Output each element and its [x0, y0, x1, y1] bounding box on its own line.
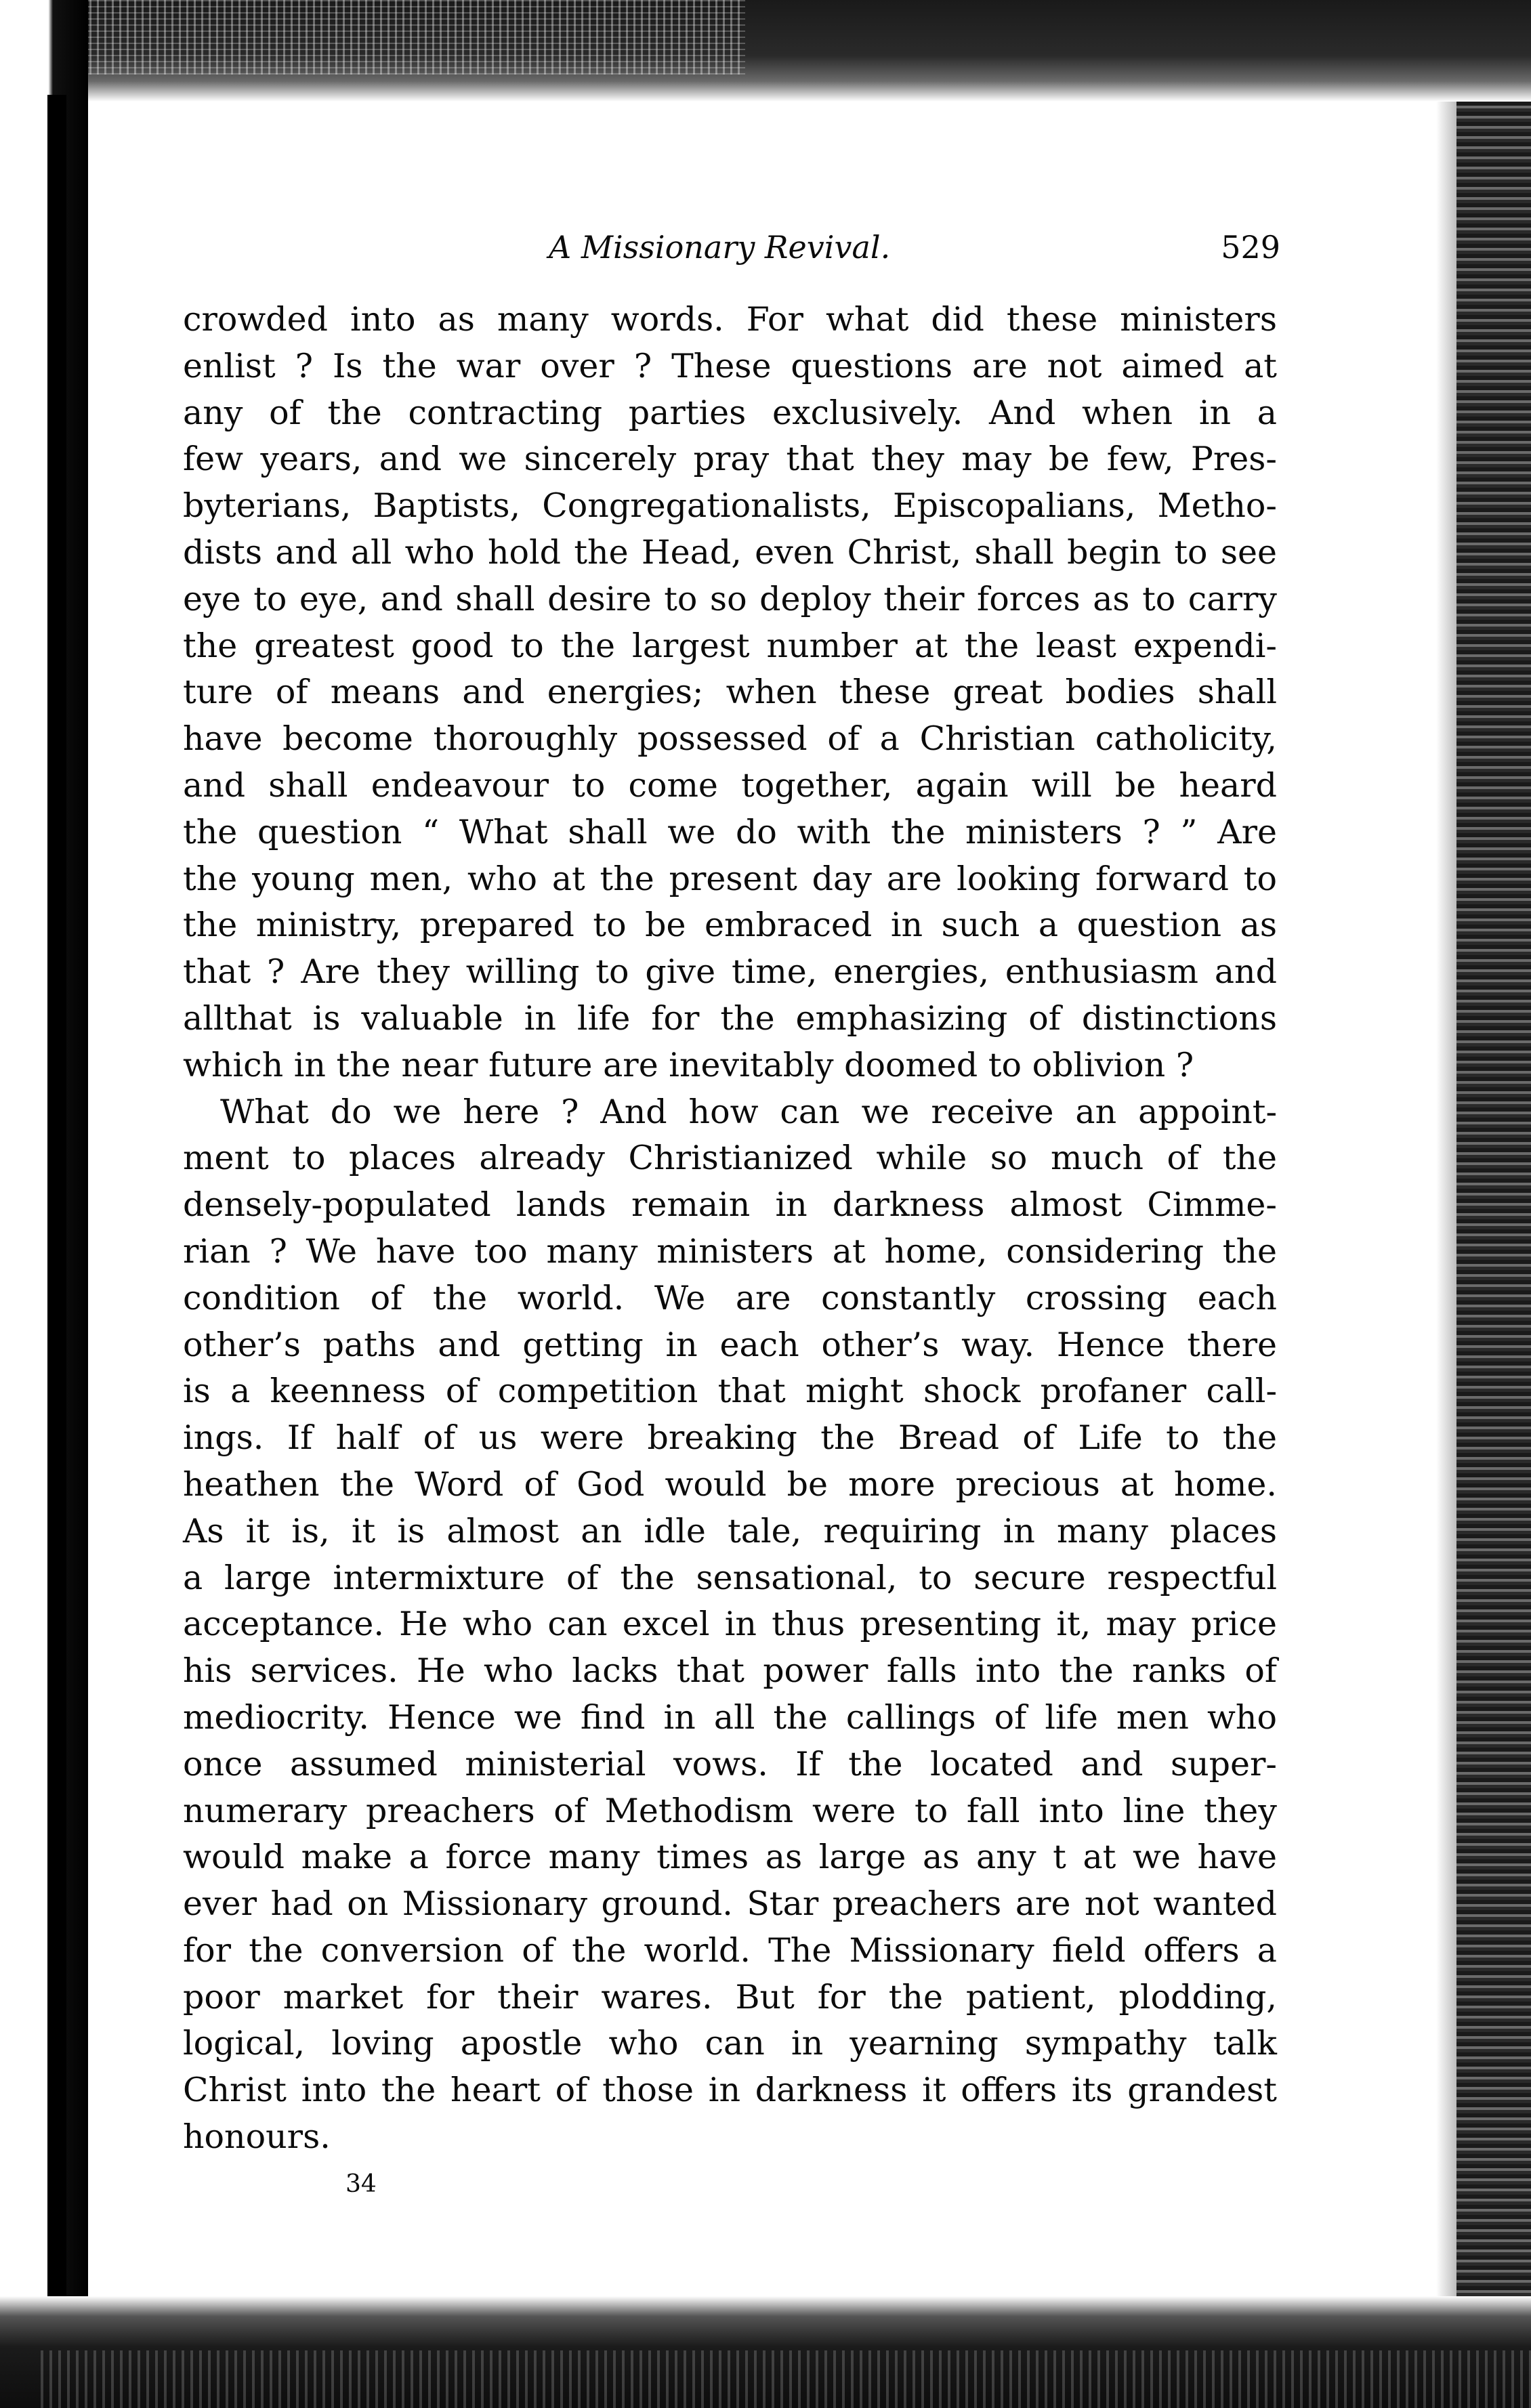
text-line: honours.: [183, 2117, 331, 2157]
text-line: densely-populated lands remain in darkness almost Cimme-: [183, 1185, 1277, 1225]
text-line: What do we here ? And how can we receive an appoint-: [220, 1092, 1277, 1131]
text-line: the greatest good to the largest number at the least expendi-: [183, 626, 1277, 665]
page-number: 529: [1221, 229, 1280, 266]
text-line: the young men, who at the present day are looking forward to: [183, 859, 1277, 898]
text-line: poor market for their wares. But for the patient, plodding,: [183, 1977, 1277, 2016]
text-line: As it is, it is almost an idle tale, requiring in many places: [183, 1511, 1277, 1550]
scan-left-rule: [47, 95, 66, 2330]
text-line: ture of means and energies; when these great bodies shall: [183, 673, 1277, 712]
text-line: is a keenness of competition that might shock profaner call-: [183, 1372, 1277, 1411]
text-line: allthat is valuable in life for the emphasizing of distinctions: [183, 998, 1277, 1038]
text-line: ever had on Missionary ground. Star preachers are not wanted: [183, 1884, 1277, 1924]
text-line: acceptance. He who can excel in thus presenting it, may price: [183, 1605, 1277, 1644]
scan-bottom-noise: [41, 2350, 1531, 2408]
text-line: few years, and we sincerely pray that they may be few, Pres-: [183, 440, 1277, 479]
text-line: and shall endeavour to come together, again will be heard: [183, 765, 1277, 805]
text-line: that ? Are they willing to give time, energies, enthusiasm and: [183, 952, 1277, 992]
text-line: for the conversion of the world. The Missionary field offers a: [183, 1930, 1277, 1970]
text-line: ment to places already Christianized while so much of the: [183, 1139, 1277, 1178]
text-line: numerary preachers of Methodism were to fall into line they: [183, 1791, 1277, 1830]
text-line: would make a force many times as large as any t at we have: [183, 1838, 1277, 1877]
text-line: any of the contracting parties exclusively. And when in a: [183, 393, 1277, 432]
text-line: a large intermixture of the sensational, to secure respectful: [183, 1558, 1277, 1597]
running-title: A Missionary Revival.: [549, 229, 891, 266]
text-line: crowded into as many words. For what did these ministers: [183, 300, 1277, 339]
running-head: [196, 224, 1280, 278]
scan-right-border: [1456, 102, 1531, 2337]
body-text: [183, 297, 1277, 2161]
paragraph-2: [183, 1089, 1277, 2161]
text-line: logical, loving apostle who can in yearning sympathy talk: [183, 2024, 1277, 2063]
text-line: which in the near future are inevitably doomed to oblivion ?: [183, 1045, 1194, 1084]
scan-left-border: [0, 0, 88, 2408]
text-line: rian ? We have too many ministers at home, considering the: [183, 1231, 1277, 1271]
scan-top-noise: [0, 0, 745, 75]
text-line: his services. He who lacks that power falls into the ranks of: [183, 1651, 1277, 1691]
text-line: eye to eye, and shall desire to so deploy their forces as to carry: [183, 579, 1277, 618]
text-line: the ministry, prepared to be embraced in such a question as: [183, 906, 1277, 945]
text-line: heathen the Word of God would be more precious at home.: [183, 1464, 1277, 1504]
text-line: byterians, Baptists, Congregationalists, Episcopalians, Metho-: [183, 486, 1277, 526]
paragraph-1: [183, 297, 1277, 1089]
text-line: mediocrity. Hence we find in all the callings of life men who: [183, 1697, 1277, 1737]
text-line: dists and all who hold the Head, even Christ, shall begin to see: [183, 532, 1277, 572]
text-line: Christ into the heart of those in darkness it offers its grandest: [183, 2071, 1277, 2110]
text-line: enlist ? Is the war over ? These questions are not aimed at: [183, 346, 1277, 385]
text-line: once assumed ministerial vows. If the located and super-: [183, 1744, 1277, 1783]
text-line: ings. If half of us were breaking the Bread of Life to the: [183, 1418, 1277, 1458]
text-line: condition of the world. We are constantly crossing each: [183, 1278, 1277, 1317]
signature-mark: 34: [345, 2170, 377, 2198]
scan-right-page-edge: [1436, 102, 1456, 2337]
text-line: the question “ What shall we do with the ministers ? ” Are: [183, 812, 1277, 851]
text-line: have become thoroughly possessed of a Christian catholicity,: [183, 719, 1277, 759]
text-line: other’s paths and getting in each other’s way. Hence there: [183, 1325, 1277, 1364]
